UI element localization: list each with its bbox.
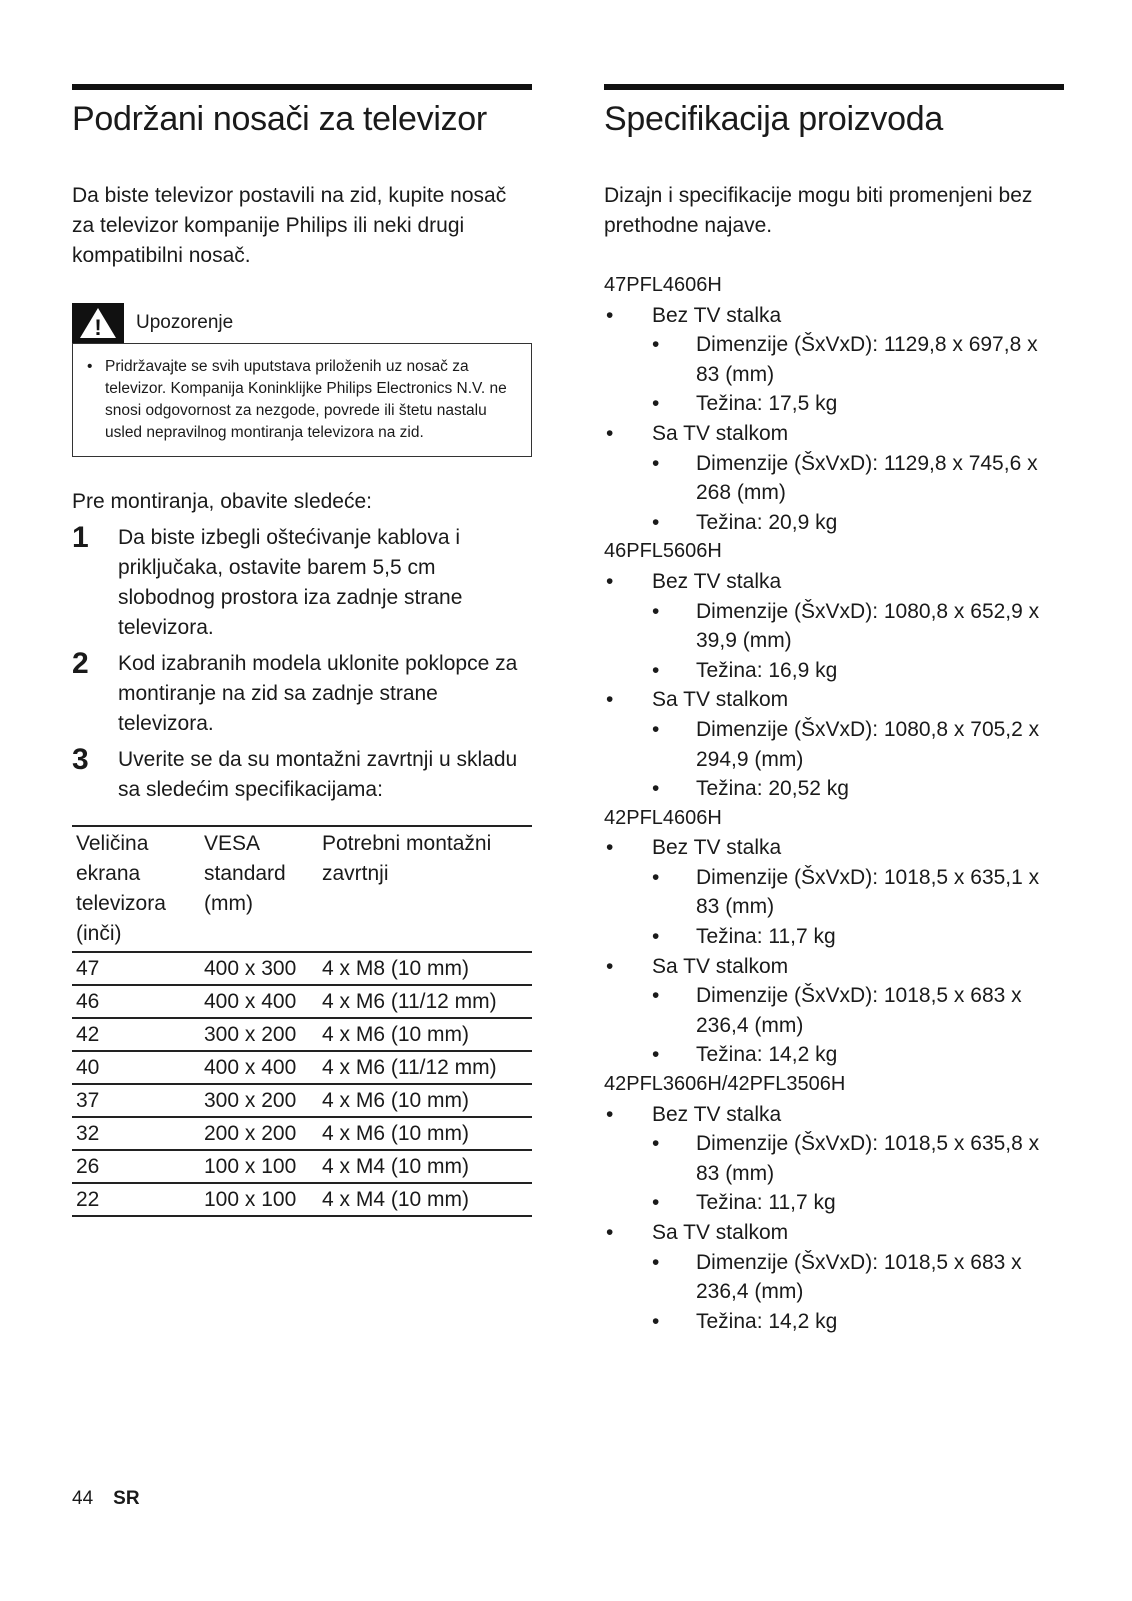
list-item [604, 922, 1064, 952]
left-column [72, 84, 532, 1217]
cell-size: 37 [72, 1084, 200, 1117]
weight: Težina: 20,52 kg [696, 777, 849, 801]
dimensions: Dimenzije (ŠxVxD): 1018,5 x 683 x 236,4 (mm) [696, 1250, 1022, 1304]
bullet: • [652, 1132, 660, 1156]
cell-size: 40 [72, 1051, 200, 1084]
table-row [72, 1018, 532, 1051]
header-screen-size: Veličina ekrana televizora (inči) [72, 826, 200, 952]
warning-box [72, 343, 532, 457]
page-number: 44 [72, 1488, 94, 1509]
cell-vesa: 200 x 200 [200, 1117, 318, 1150]
bullet: • [652, 777, 660, 801]
list-item [604, 389, 1064, 419]
list-item [604, 715, 1064, 774]
list-item [604, 419, 1064, 449]
step-text: Kod izabranih modela uklonite poklopce za montiranje na zid sa zadnje strane televizora. [118, 652, 518, 735]
cell-screws: 4 x M6 (10 mm) [318, 1084, 532, 1117]
vesa-table [72, 825, 532, 1217]
warning-header [72, 303, 532, 343]
list-item [604, 774, 1064, 804]
step-number: 3 [72, 743, 89, 776]
bullet: • [606, 303, 614, 327]
cell-vesa: 400 x 300 [200, 952, 318, 985]
cell-vesa: 400 x 400 [200, 1051, 318, 1084]
section-rule [72, 84, 532, 90]
step-text: Da biste izbegli oštećivanje kablova i priključaka, ostavite barem 5,5 cm slobodnog prostora iza zadnje strane televizora. [118, 526, 463, 639]
list-item [604, 685, 1064, 715]
bullet: • [652, 1043, 660, 1067]
weight: Težina: 11,7 kg [696, 925, 836, 949]
page-footer [72, 1488, 140, 1510]
group-label: Sa TV stalkom [652, 688, 789, 712]
list-item [604, 1248, 1064, 1307]
bullet: • [652, 510, 660, 534]
bullet: • [606, 569, 614, 593]
cell-screws: 4 x M4 (10 mm) [318, 1183, 532, 1216]
bullet: • [606, 1102, 614, 1126]
list-item [604, 1307, 1064, 1337]
cell-size: 26 [72, 1150, 200, 1183]
specs-intro: Dizajn i specifikacije mogu biti promenjeni bez prethodne najave. [604, 184, 1033, 237]
table-row [72, 952, 532, 985]
header-vesa: VESA standard (mm) [200, 826, 318, 952]
table-row [72, 1084, 532, 1117]
cell-vesa: 300 x 200 [200, 1084, 318, 1117]
group-label: Bez TV stalka [652, 836, 782, 860]
list-item [604, 863, 1064, 922]
list-item [604, 597, 1064, 656]
bullet: • [606, 954, 614, 978]
list-item [604, 981, 1064, 1040]
group-label: Sa TV stalkom [652, 421, 789, 445]
spec-list [604, 271, 1064, 1336]
step-number: 1 [72, 521, 89, 554]
table-row [72, 1150, 532, 1183]
section-rule [604, 84, 1064, 90]
list-item [604, 1040, 1064, 1070]
cell-size: 47 [72, 952, 200, 985]
bullet: • [652, 1309, 660, 1333]
cell-size: 46 [72, 985, 200, 1018]
step-2 [72, 649, 532, 739]
warning-text: Pridržavajte se svih uputstava priloženih uz nosač za televizor. Kompanija Koninklijke Philips Electronics N.V. ne snosi odgovornost za nezgode, povrede ili štetu nastalu usled nepravilnog montiranja televizora na zid. [105, 358, 507, 441]
list-item [604, 1218, 1064, 1248]
bullet: • [606, 1221, 614, 1244]
dimensions: Dimenzije (ŠxVxD): 1129,8 x 745,6 x 268 (mm) [696, 451, 1038, 505]
warning-block [72, 303, 532, 457]
model-name: 42PFL4606H [604, 806, 722, 829]
dimensions: Dimenzije (ŠxVxD): 1080,8 x 652,9 x 39,9 (mm) [696, 599, 1040, 653]
step-3 [72, 745, 532, 805]
dimensions: Dimenzije (ŠxVxD): 1080,8 x 705,2 x 294,9 (mm) [696, 717, 1040, 771]
bullet: • [652, 925, 660, 949]
dimensions: Dimenzije (ŠxVxD): 1129,8 x 697,8 x 83 (mm) [696, 333, 1038, 386]
warning-triangle-icon [72, 303, 124, 343]
step-number: 2 [72, 647, 89, 680]
bullet: • [652, 599, 660, 623]
section-title-mounts: Podržani nosači za televizor [72, 100, 487, 138]
cell-screws: 4 x M8 (10 mm) [318, 952, 532, 985]
bullet: • [652, 717, 660, 741]
bullet: • [606, 836, 614, 860]
step-1 [72, 523, 532, 643]
cell-screws: 4 x M6 (11/12 mm) [318, 985, 532, 1018]
list-item [604, 508, 1064, 538]
bullet: • [652, 984, 660, 1008]
model-name: 46PFL5606H [604, 540, 722, 563]
bullet: • [652, 1250, 660, 1274]
table-header-row [72, 826, 532, 952]
list-item [604, 1100, 1064, 1130]
section-title-specs: Specifikacija proizvoda [604, 100, 943, 138]
cell-size: 32 [72, 1117, 200, 1150]
header-screws: Potrebni montažni zavrtnji [318, 826, 532, 952]
bullet: • [606, 688, 614, 712]
group-label: Bez TV stalka [652, 569, 782, 593]
cell-vesa: 100 x 100 [200, 1150, 318, 1183]
list-item [604, 656, 1064, 686]
list-item [604, 833, 1064, 863]
bullet: • [652, 451, 660, 475]
bullet: • [606, 421, 614, 445]
model-name: 47PFL4606H [604, 274, 722, 296]
cell-vesa: 300 x 200 [200, 1018, 318, 1051]
bullet: • [652, 392, 660, 416]
list-item [604, 1188, 1064, 1218]
table-row [72, 1051, 532, 1084]
table-row [72, 1183, 532, 1216]
dimensions: Dimenzije (ŠxVxD): 1018,5 x 635,1 x 83 (mm) [696, 865, 1040, 919]
steps-intro: Pre montiranja, obavite sledeće: [72, 490, 372, 513]
group-label: Sa TV stalkom [652, 954, 789, 978]
cell-vesa: 400 x 400 [200, 985, 318, 1018]
cell-screws: 4 x M6 (11/12 mm) [318, 1051, 532, 1084]
weight: Težina: 11,7 kg [696, 1191, 836, 1215]
table-row [72, 1117, 532, 1150]
right-column [604, 84, 1064, 1336]
cell-vesa: 100 x 100 [200, 1183, 318, 1216]
bullet: • [652, 658, 660, 682]
list-item [604, 301, 1064, 331]
bullet: • [652, 333, 660, 357]
mounts-intro: Da biste televizor postavili na zid, kupite nosač za televizor kompanije Philips ili neki drugi kompatibilni nosač. [72, 184, 507, 267]
weight: Težina: 16,9 kg [696, 658, 838, 682]
weight: Težina: 17,5 kg [696, 392, 838, 416]
list-item [604, 952, 1064, 982]
group-label: Sa TV stalkom [652, 1221, 789, 1244]
dimensions: Dimenzije (ŠxVxD): 1018,5 x 635,8 x 83 (mm) [696, 1132, 1040, 1185]
svg-text:!: ! [94, 315, 102, 340]
cell-screws: 4 x M4 (10 mm) [318, 1150, 532, 1183]
bullet: • [652, 1191, 660, 1215]
language-code: SR [113, 1488, 140, 1509]
bullet: • [87, 358, 93, 375]
table-row [72, 985, 532, 1018]
dimensions: Dimenzije (ŠxVxD): 1018,5 x 683 x 236,4 (mm) [696, 984, 1022, 1037]
bullet: • [652, 865, 660, 889]
weight: Težina: 14,2 kg [696, 1309, 838, 1333]
step-text: Uverite se da su montažni zavrtnji u skladu sa sledećim specifikacijama: [118, 748, 518, 801]
list-item [604, 449, 1064, 508]
cell-screws: 4 x M6 (10 mm) [318, 1117, 532, 1150]
warning-title: Upozorenje [136, 312, 234, 333]
weight: Težina: 14,2 kg [696, 1043, 838, 1067]
list-item [604, 330, 1064, 389]
cell-size: 42 [72, 1018, 200, 1051]
weight: Težina: 20,9 kg [696, 510, 838, 534]
model-name: 42PFL3606H/42PFL3506H [604, 1073, 846, 1096]
list-item [604, 1129, 1064, 1188]
cell-screws: 4 x M6 (10 mm) [318, 1018, 532, 1051]
group-label: Bez TV stalka [652, 303, 782, 327]
list-item [604, 567, 1064, 597]
cell-size: 22 [72, 1183, 200, 1216]
warning-item [87, 356, 517, 444]
group-label: Bez TV stalka [652, 1102, 782, 1126]
